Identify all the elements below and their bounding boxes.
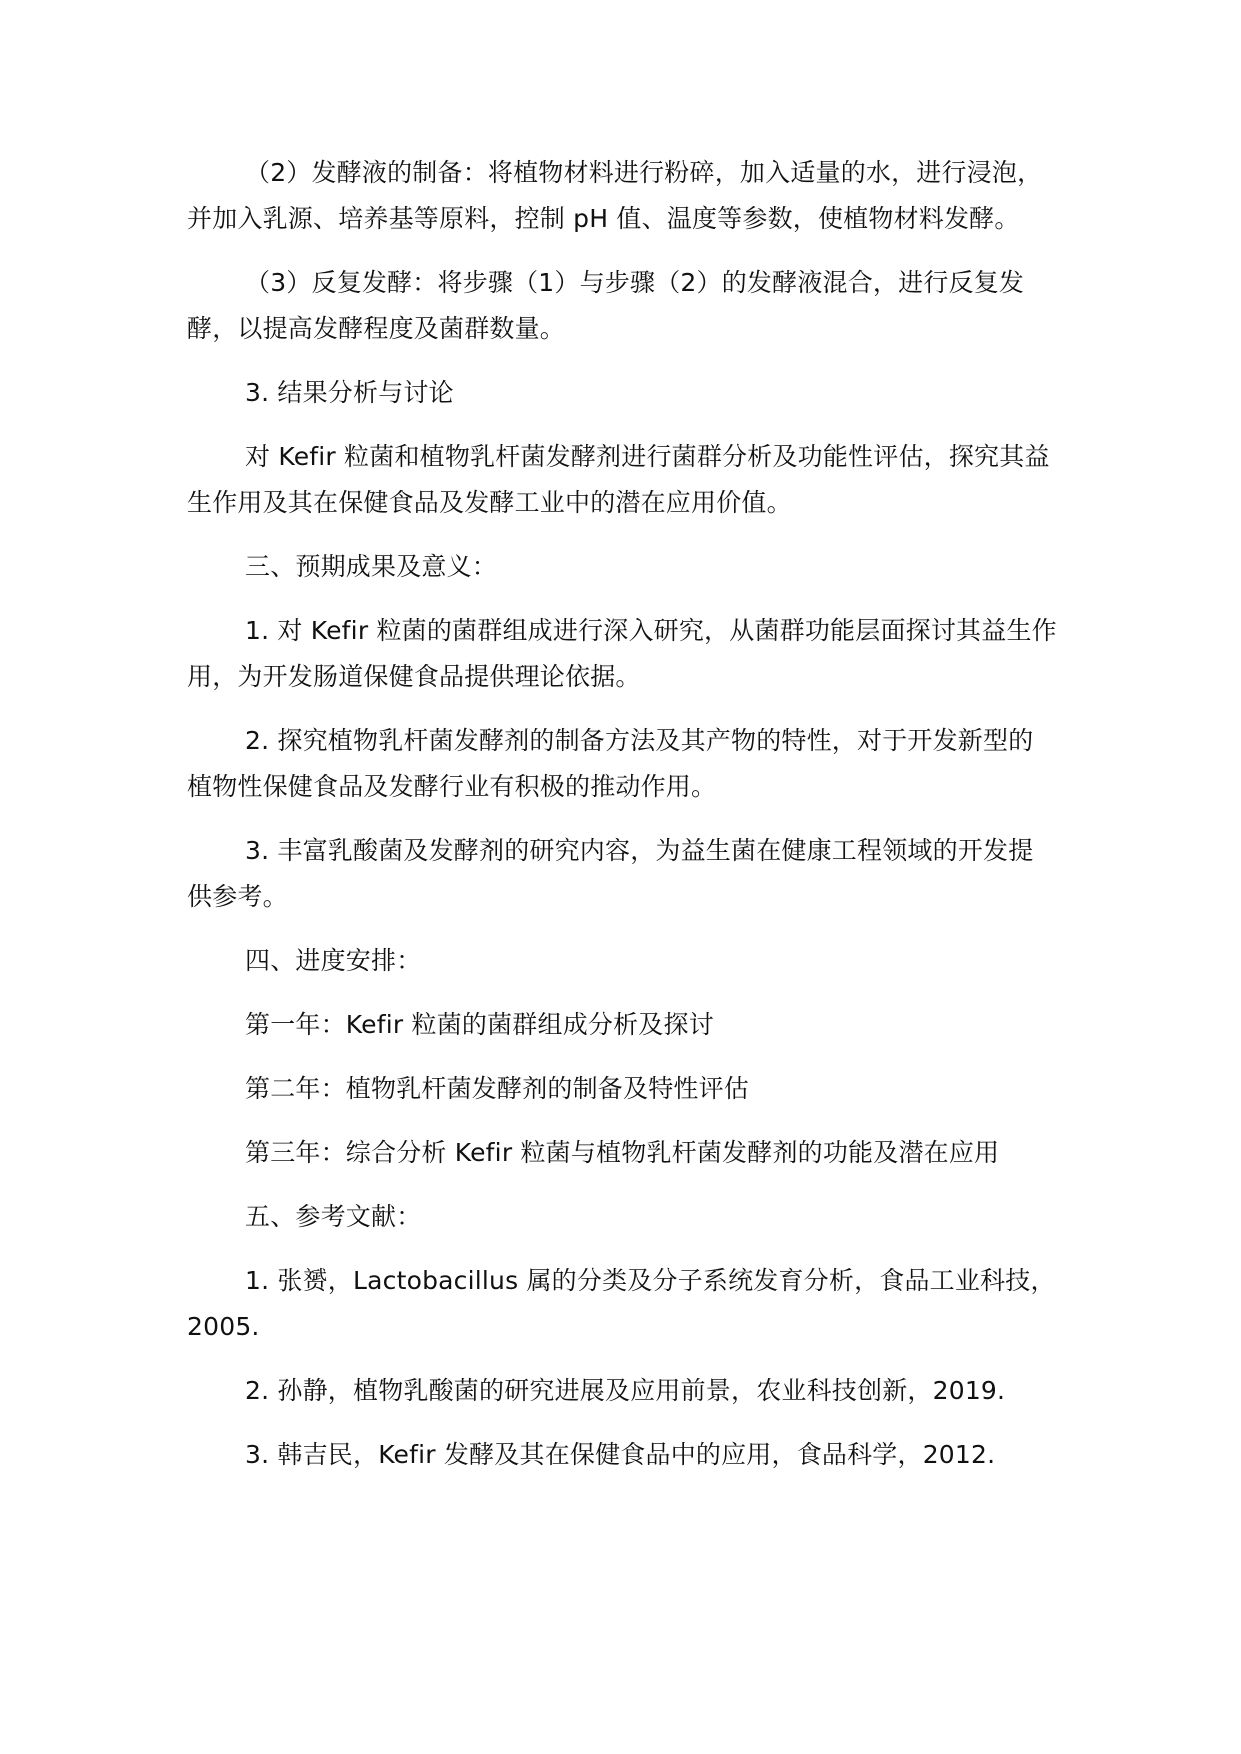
heading-references: 五、参考文献： xyxy=(245,1202,422,1231)
reference-item-3: 3. 韩吉民，Kefir 发酵及其在保健食品中的应用，食品科学，2012. xyxy=(245,1440,996,1469)
outcome-item-1: 1. 对 Kefir 粒菌的菌群组成进行深入研究，从菌群功能层面探讨其益生作用，为开发肠道保健食品提供理论依据。 xyxy=(187,616,1057,691)
schedule-year-3: 第三年：综合分析 Kefir 粒菌与植物乳杆菌发酵剂的功能及潜在应用 xyxy=(245,1138,1000,1167)
document-page xyxy=(187,150,1057,1496)
outcome-item-3: 3. 丰富乳酸菌及发酵剂的研究内容，为益生菌在健康工程领域的开发提供参考。 xyxy=(187,836,1034,911)
reference-item-2: 2. 孙静，植物乳酸菌的研究进展及应用前景，农业科技创新，2019. xyxy=(245,1376,1006,1405)
reference-item-1: 1. 张赟，Lactobacillus 属的分类及分子系统发育分析，食品工业科技，2005. xyxy=(187,1266,1056,1341)
heading-schedule: 四、进度安排： xyxy=(245,946,422,975)
paragraph-repeated-fermentation: （3）反复发酵：将步骤（1）与步骤（2）的发酵液混合，进行反复发酵，以提高发酵程度及菌群数量。 xyxy=(187,268,1025,343)
schedule-year-2: 第二年：植物乳杆菌发酵剂的制备及特性评估 xyxy=(245,1074,750,1103)
outcome-item-2: 2. 探究植物乳杆菌发酵剂的制备方法及其产物的特性，对于开发新型的植物性保健食品及发酵行业有积极的推动作用。 xyxy=(187,726,1034,801)
heading-results-analysis: 3. 结果分析与讨论 xyxy=(245,378,454,407)
heading-expected-outcomes: 三、预期成果及意义： xyxy=(245,552,498,581)
paragraph-fermentation-liquid: （2）发酵液的制备：将植物材料进行粉碎，加入适量的水，进行浸泡，并加入乳源、培养基等原料，控制 pH 值、温度等参数，使植物材料发酵。 xyxy=(187,158,1043,233)
schedule-year-1: 第一年：Kefir 粒菌的菌群组成分析及探讨 xyxy=(245,1010,714,1039)
paragraph-results-body: 对 Kefir 粒菌和植物乳杆菌发酵剂进行菌群分析及功能性评估，探究其益生作用及其在保健食品及发酵工业中的潜在应用价值。 xyxy=(187,442,1050,517)
